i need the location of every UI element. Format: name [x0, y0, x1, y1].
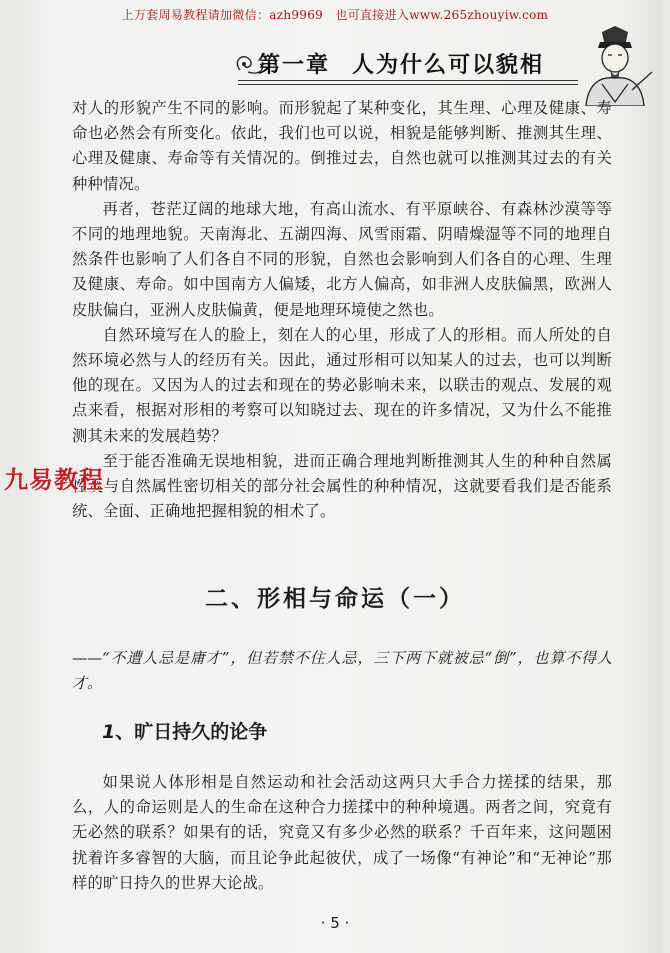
paragraph-2: 再者，苍茫辽阔的地球大地，有高山流水、有平原峡谷、有森林沙漠等等不同的地理地貌。天南海北、五湖四海、风雪雨霜、阴晴燥湿等不同的地理自然条件也影响了人们各自不同的形貌，自然也会影响到人们各自的心理、生理及健康、寿命。如中国南方人偏矮，北方人偏高，如非洲人皮肤偏黑，欧洲人皮肤偏白，亚洲人皮肤偏黄，便是地理环境使之然也。 [72, 199, 612, 319]
paragraph-5: 如果说人体形相是自然运动和社会活动这两只大手合力搓揉的结果，那么，人的命运则是人的生命在这种合力搓揉中的种种境遇。两者之间，究竟有无必然的联系？如果有的话，究竟又有多少必然的联系？千百年来，这问题困扰着许多睿智的大脑，而且论争此起彼伏，成了一场像“有神论”和“无神论”那样的旷日持久的世界大论战。 [72, 773, 612, 892]
section-title: 二、形相与命运（一） [205, 585, 465, 612]
paragraph-4: 至于能否准确无误地相貌，进而正确合理地判断推测其人生的种种自然属性及与自然属性密切相关的部分社会属性的种种情况，这就要看我们是否能系统、全面、正确地把握相貌的相术了。 [72, 451, 612, 521]
paragraph-1: 对人的形貌产生不同的影响。而形貌起了某种变化，其生理、心理及健康、寿命也必然会有所变化。依此，我们也可以说，相貌是能够判断、推测其生理、心理及健康、寿命等有关情况的。倒推过去，自然也就可以推测其过去的有关种种情况。 [72, 99, 612, 193]
chapter-title [258, 48, 544, 79]
chapter-header [230, 40, 575, 88]
paragraph-3: 自然环境写在人的脸上，刻在人的心里，形成了人的形相。而人所处的自然环境必然与人的经历有关。因此，通过形相可以知某人的过去，也可以判断他的现在。又因为人的过去和现在的势必影响未来，以联击的观点、发展的观点来看，根据对形相的考察可以知晓过去、现在的许多情况，又为什么不能推测其未来的发展趋势？ [72, 325, 612, 445]
body-text-bottom [72, 770, 612, 896]
body-text-top [72, 96, 612, 524]
brand-watermark-stamp: 九易教程 [4, 466, 104, 494]
subsection-title: 、旷日持久的论争 [115, 721, 268, 743]
top-watermark: 上万套周易教程请加微信：azh9969 也可直接进入www.265zhouyiw.com [121, 8, 549, 22]
chapter-name: 人为什么可以貌相 [352, 52, 545, 78]
chapter-number: 第一章 [258, 52, 331, 78]
epigraph: ——“不遭人忌是庸才”，但若禁不住人忌，三下两下就被忌“倒”，也算不得人才。 [72, 649, 612, 692]
header-rule-lower [238, 84, 578, 85]
sage-portrait-icon [572, 24, 658, 106]
header-rule [238, 80, 578, 81]
subsection-heading [102, 717, 267, 744]
subsection-number: 1 [102, 721, 116, 743]
page-number: · 5 · [320, 914, 350, 932]
